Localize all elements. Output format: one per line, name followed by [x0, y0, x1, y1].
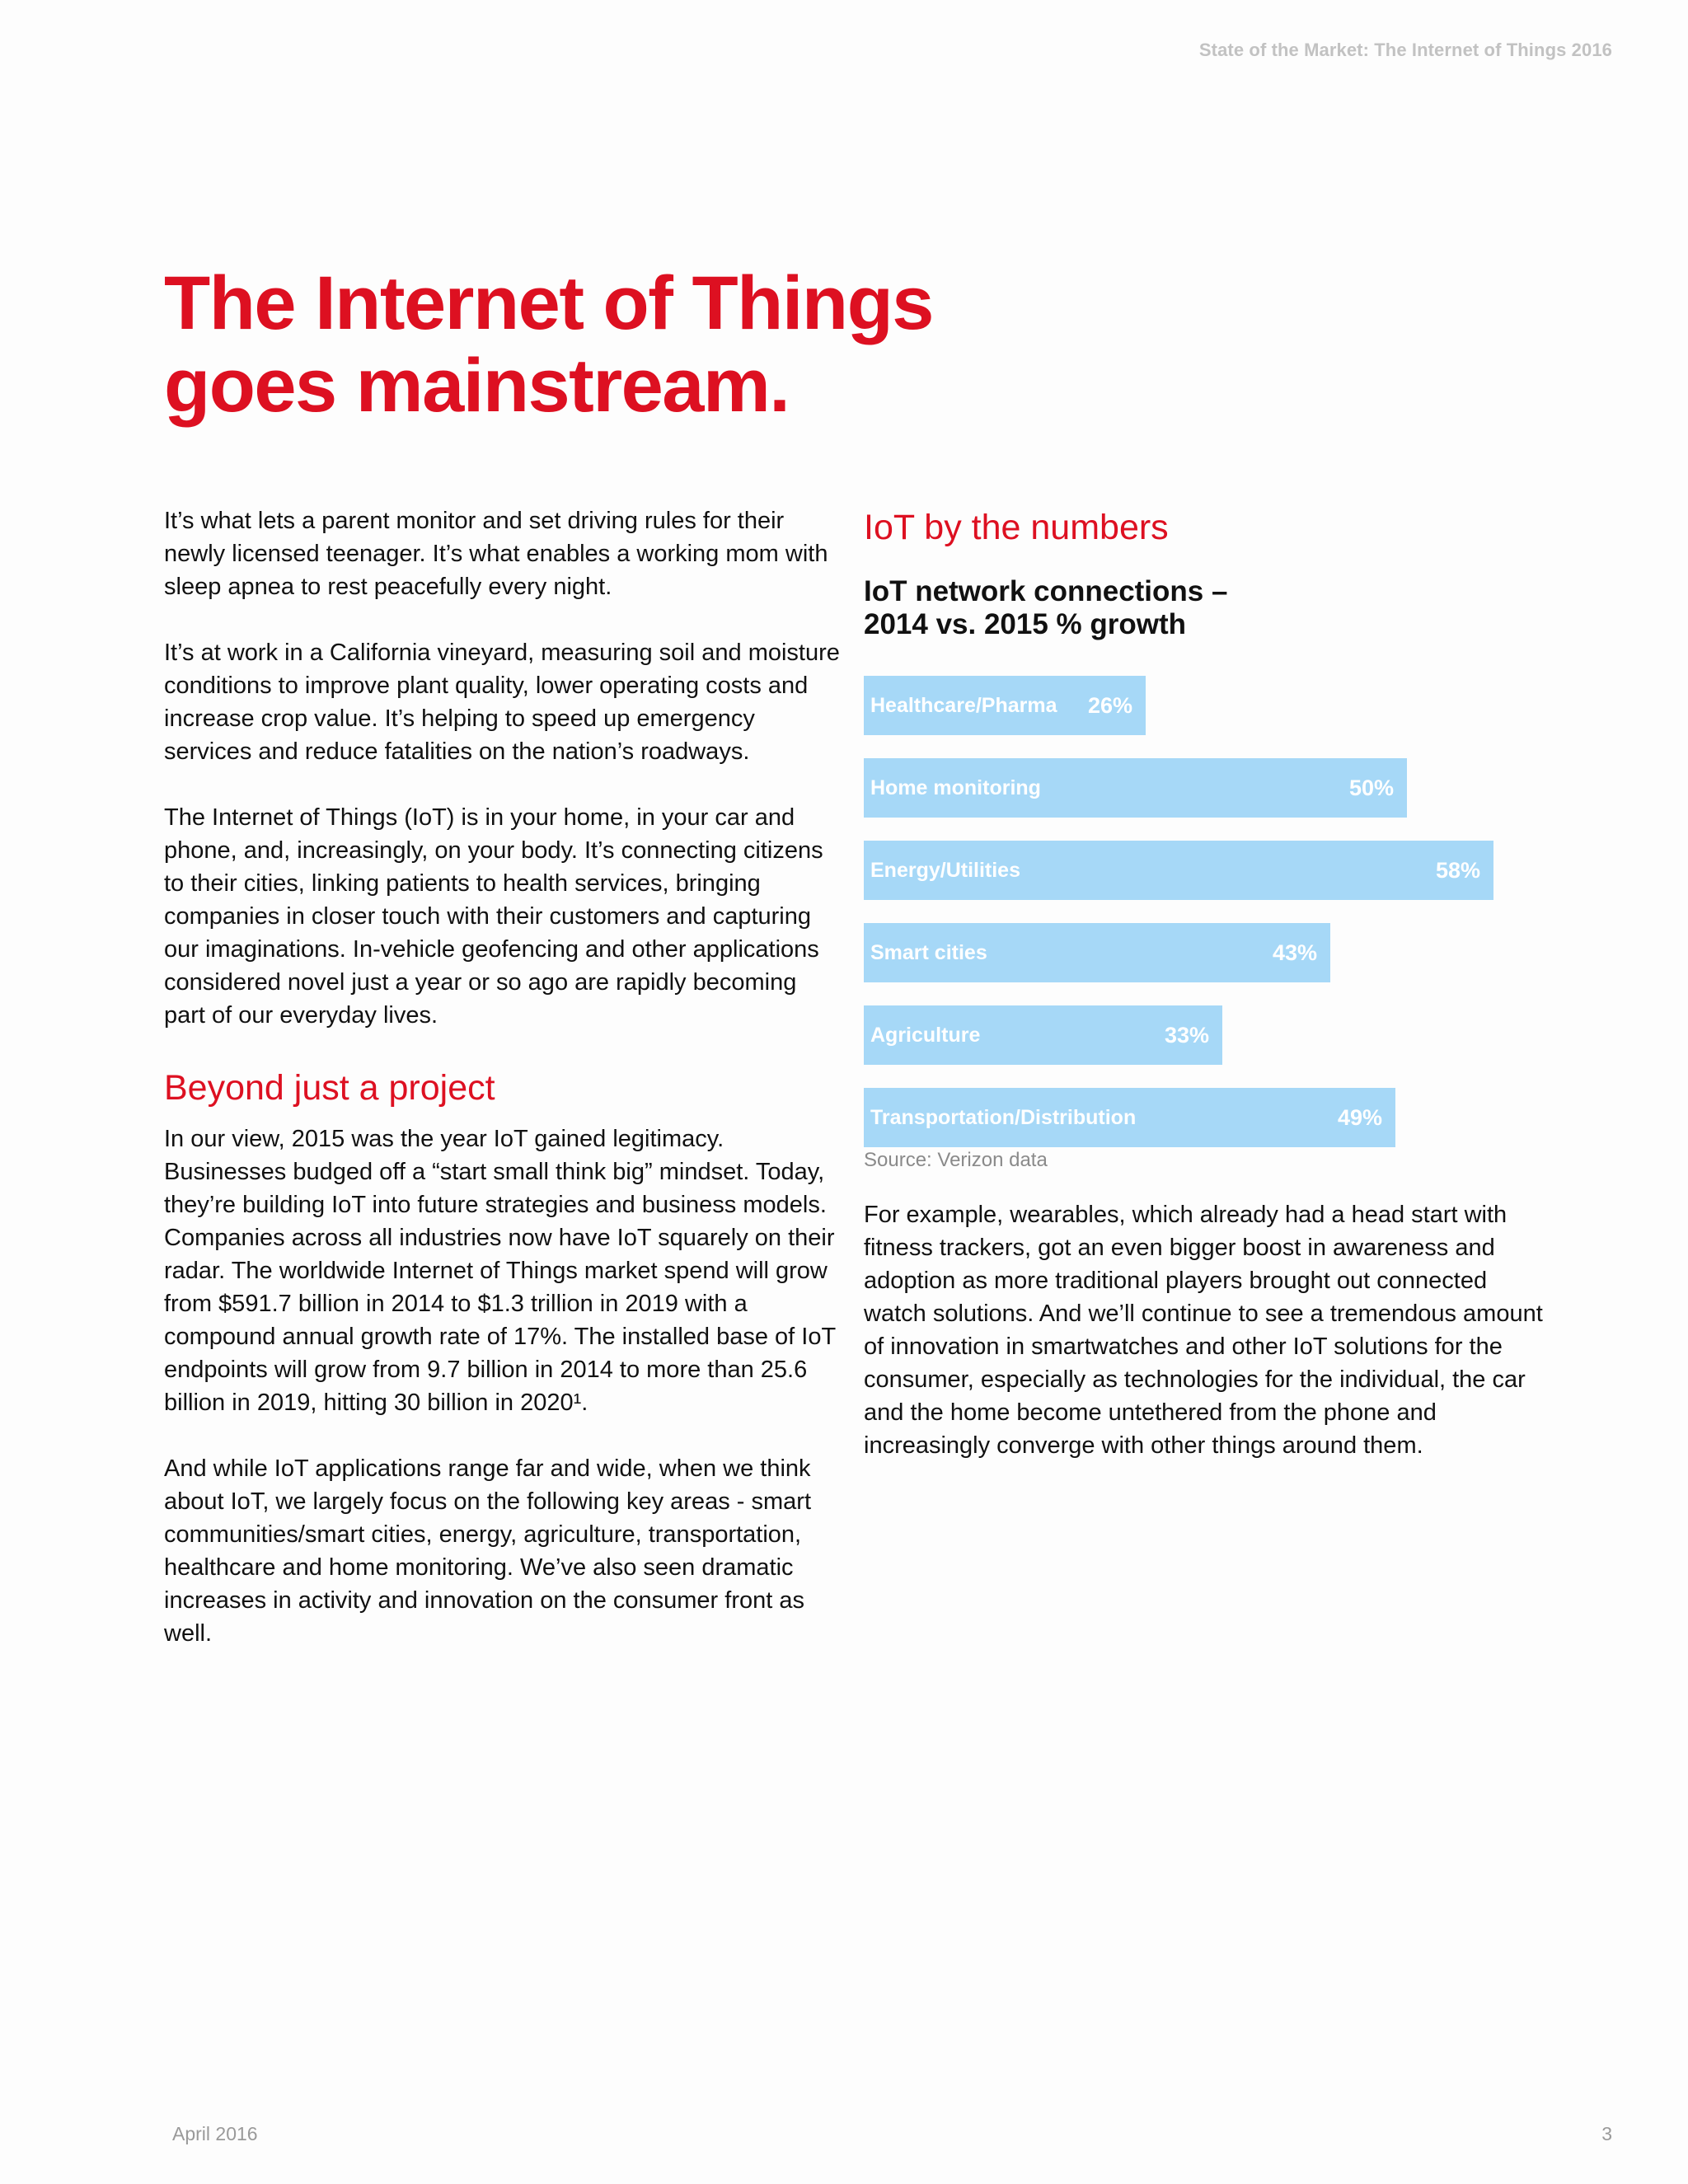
page-number: 3: [1601, 2123, 1612, 2144]
bar-label: Home monitoring: [870, 776, 1041, 799]
intro-paragraph-3: The Internet of Things (IoT) is in your home, in your car and phone, and, increasingly, on your body. It’s connecting citizens to their cities, linking patients to health services, bringing companies in closer touch with their customers and capturing our imaginations. In-vehicle geofencing and other applications considered novel just a year or so ago are rapidly becoming part of our everyday lives.: [164, 804, 823, 1029]
bar-transportation-distribution: [864, 1088, 1395, 1147]
section-heading-iot-numbers: IoT by the numbers: [864, 508, 1169, 547]
page-title-line-2: goes mainstream.: [164, 344, 790, 428]
chart-source: Source: Verizon data: [864, 1149, 1048, 1171]
bar-smart-cities: [864, 923, 1330, 982]
footer-date: April 2016: [172, 2123, 258, 2144]
bar-label: Energy/Utilities: [870, 859, 1020, 882]
body-paragraph-key-areas: And while IoT applications range far and wide, when we think about IoT, we largely focus on the following key areas - smart communities/smart cities, energy, agriculture, transportation, healthcare and home monitoring. We’ve also seen dramatic increases in activity and innovation on the consumer front as well.: [164, 1455, 811, 1647]
intro-paragraph-1: It’s what lets a parent monitor and set driving rules for their newly licensed teenager. It’s what enables a working mom with sleep apnea to rest peacefully every night.: [164, 508, 828, 600]
bar-value-label: 50%: [1348, 776, 1394, 800]
bar-value-label: 58%: [1435, 858, 1480, 883]
bar-label: Healthcare/Pharma: [870, 694, 1057, 717]
bar-value-label: 49%: [1337, 1105, 1382, 1130]
chart-title-line-1: IoT network connections –: [864, 575, 1228, 607]
bar-value-label: 43%: [1272, 940, 1317, 965]
bar-energy-utilities: [864, 841, 1493, 900]
bar-agriculture: [864, 1005, 1222, 1065]
bar-label: Smart cities: [870, 941, 987, 964]
right-column: [864, 504, 1548, 1495]
bar-value-label: 33%: [1164, 1023, 1209, 1047]
running-header: State of the Market: The Internet of Things 2016: [1198, 40, 1612, 60]
growth-bar-chart: [864, 676, 1548, 1147]
page-title-line-1: The Internet of Things: [164, 261, 933, 345]
chart-title-line-2: 2014 vs. 2015 % growth: [864, 608, 1187, 640]
page-title: [164, 262, 933, 427]
bar-label: Agriculture: [870, 1024, 981, 1047]
bar-healthcare-pharma: [864, 676, 1146, 735]
bar-label: Transportation/Distribution: [870, 1106, 1137, 1129]
section-heading-beyond-project: Beyond just a project: [164, 1068, 495, 1108]
left-column: [164, 504, 840, 1683]
bar-value-label: 26%: [1087, 693, 1132, 718]
body-paragraph-legitimacy: In our view, 2015 was the year IoT gained legitimacy. Businesses budged off a “start small think big” mindset. Today, they’re building IoT into future strategies and business models. Companies across all industries now have IoT squarely on their radar. The worldwide Internet of Things market spend will grow from $591.7 billion in 2014 to $1.3 trillion in 2019 with a compound annual growth rate of 17%. The installed base of IoT endpoints will grow from 9.7 billion in 2014 to more than 25.6 billion in 2019, hitting 30 billion in 2020¹.: [164, 1126, 836, 1416]
chart-title: [864, 575, 1548, 641]
body-paragraph-wearables: For example, wearables, which already had a head start with fitness trackers, got an even bigger boost in awareness and adoption as more traditional players brought out connected watch solutions. And we’ll continue to see a tremendous amount of innovation in smartwatches and other IoT solutions for the consumer, especially as technologies for the individual, the car and the home become untethered from the phone and increasingly converge with other things around them.: [864, 1202, 1543, 1459]
bar-home-monitoring: [864, 758, 1407, 818]
intro-paragraph-2: It’s at work in a California vineyard, measuring soil and moisture conditions to improve plant quality, lower operating costs and increase crop value. It’s helping to speed up emergency services and reduce fatalities on the nation’s roadways.: [164, 640, 840, 765]
